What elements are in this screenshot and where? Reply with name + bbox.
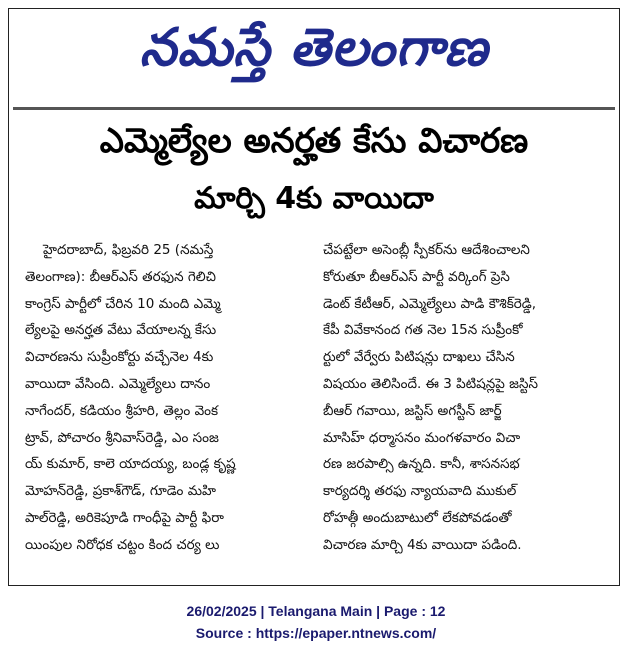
article-line: కేపీ వివేకానంద గత నెల 15న సుప్రీంకో [323, 322, 523, 339]
article-line: డెంట్ కేటీఆర్, ఎమ్మెల్యేలు పాడి కౌశిక్‌రెడ్డి, [323, 295, 537, 312]
article-line: నాగేందర్, కడియం శ్రీహరి, తెల్లం వెంక [25, 402, 219, 419]
article-column-right [323, 237, 618, 559]
article-line: యింపుల నిరోధక చట్టం కింద చర్య లు [25, 536, 220, 553]
article-line: రోహత్గీ అందుబాటులో లేకపోవడంతో [323, 509, 512, 526]
article-headline: ఎమ్మెల్యేల అనర్హత కేసు విచారణ [99, 121, 529, 161]
article-line: ట్రావ్, పోచారం శ్రీనివాస్‌రెడ్డి, ఎం సంజ [25, 429, 219, 446]
source-url: Source : https://epaper.ntnews.com/ [195, 625, 437, 641]
article-line: చేపట్టేలా అసెంబ్లీ స్పీకర్‌ను ఆదేశించాలని [323, 242, 530, 258]
article-line: బీఆర్ గవాయి, జస్టిస్ అగస్టీన్ జార్జ్ [323, 402, 502, 419]
article-line: విచారణను సుప్రీంకోర్టు వచ్చేనెల 4కు [25, 349, 214, 366]
article-line: తెలంగాణ): బీఆర్‌ఎస్ తరఫున గెలిచి [25, 268, 217, 285]
article-subheadline: మార్చి 4కు వాయిదా [194, 181, 434, 216]
article-column-left [25, 237, 320, 559]
article-line: ల్యేలపై అనర్హత వేటు వేయాలన్న కేసు [25, 322, 217, 339]
article-line: ర్టులో వేర్వేరు పిటిషన్లు దాఖలు చేసిన [323, 349, 515, 366]
article-line: మోహన్‌రెడ్డి, ప్రకాశ్‌గౌడ్, గూడెం మహి [25, 483, 216, 500]
article-line: విచారణ మార్చి 4కు వాయిదా పడింది. [323, 536, 522, 553]
masthead-divider [13, 107, 615, 110]
publication-info: 26/02/2025 | Telangana Main | Page : 12 [186, 603, 446, 619]
article-line: హైదరాబాద్, ఫిబ్రవరి 25 (నమస్తే [43, 242, 214, 258]
article-line: విషయం తెలిసిందే. ఈ 3 పిటిషన్లపై జస్టిస్ [323, 375, 538, 392]
article-line: కాంగ్రెస్ పార్టీలో చేరిన 10 మంది ఎమ్మె [25, 295, 221, 312]
article-line: కార్యదర్శి తరఫు న్యాయవాది ముకుల్ [323, 483, 517, 500]
article-line: మాసిహ్ ధర్మాసనం మంగళవారం విచా [323, 429, 521, 446]
newspaper-masthead: నమస్తే తెలంగాణ [139, 18, 489, 78]
article-line: పాల్‌రెడ్డి, అరికెపూడి గాంధీపై పార్టీ ఫిరా [25, 509, 224, 526]
article-line: వాయిదా వేసింది. ఎమ్మెల్యేలు దానం [25, 375, 211, 392]
article-line: కోరుతూ బీఆర్‌ఎస్ పార్టీ వర్కింగ్ ప్రెసి [323, 268, 510, 285]
article-line: య్ కుమార్, కాలె యాదయ్య, బండ్ల కృష్ణ [25, 456, 236, 473]
newspaper-clipping [8, 8, 620, 586]
article-line: రణ జరపాల్సి ఉన్నది. కానీ, శాసనసభ [323, 456, 520, 473]
